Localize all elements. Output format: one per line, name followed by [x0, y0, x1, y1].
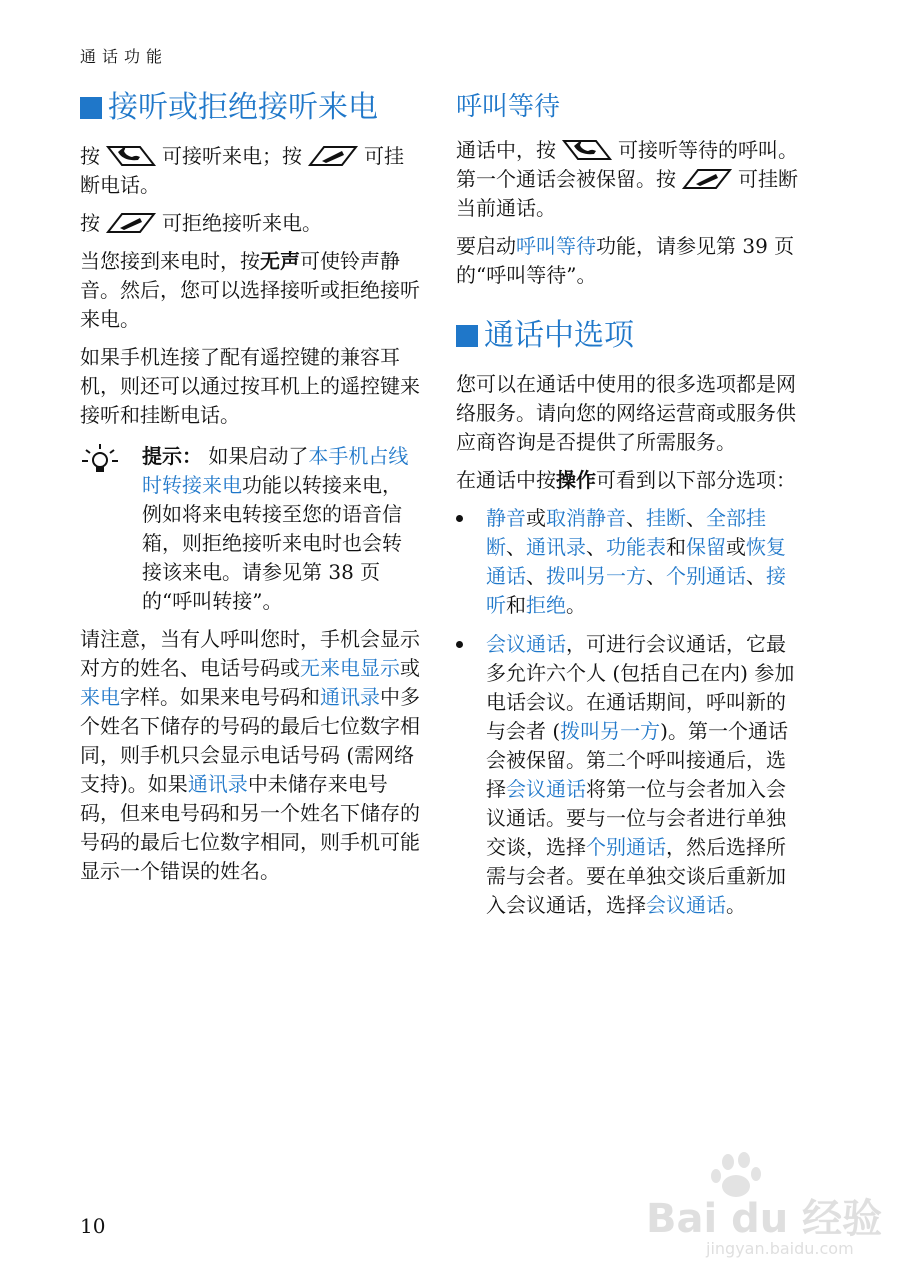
right-column [456, 88, 802, 930]
link-end-call[interactable]: 挂断 [646, 506, 686, 530]
paragraph-reject [80, 209, 420, 238]
text: 、 [506, 535, 526, 559]
text: 、 [526, 564, 546, 588]
tip-block [80, 442, 420, 616]
text: 、 [686, 506, 706, 530]
paragraph-network-services: 您可以在通话中使用的很多选项都是网络服务。请向您的网络运营商或服务供应商咨询是否提供了所需服务。 [456, 372, 796, 454]
text: 可拒绝接听来电。 [162, 211, 322, 235]
text: 可接听来电；按 [162, 144, 302, 168]
link-hold[interactable]: 保留 [686, 535, 726, 559]
text: 、 [646, 564, 666, 588]
text: ，然后选择所需与会者。要在单独交谈后重新加入会议通话，选择 [486, 835, 786, 917]
link-new-call[interactable]: 拨叫另一方 [546, 564, 646, 588]
watermark-url: jingyan.baidu.com [706, 1239, 854, 1258]
paragraph-options-intro [456, 466, 802, 495]
link-private-call[interactable]: 个别通话 [586, 835, 666, 859]
text: 将第一位与会者加入会议通话。要与一位与会者进行单独交谈，选择 [486, 777, 786, 859]
silence-keyword: 无声 [260, 249, 300, 273]
text: 功能，请参见第 39 页的“呼叫等待”。 [456, 234, 795, 287]
link-new-call[interactable]: 拨叫另一方 [560, 719, 661, 743]
text: 要启动 [456, 234, 516, 258]
tip-text [142, 442, 420, 616]
running-header: 通话功能 [80, 47, 169, 66]
section-title-text: 通话中选项 [484, 318, 634, 353]
paragraph-call-waiting [456, 136, 802, 223]
section-title-text: 接听或拒绝接听来电 [108, 90, 378, 125]
end-key-icon [106, 210, 156, 236]
text: 请注意，当有人呼叫您时，手机会显示对方的姓名、电话号码或 [80, 627, 420, 680]
baidu-jingyan-watermark [636, 1150, 883, 1260]
paragraph-headset: 如果手机连接了配有遥控键的兼容耳机，则还可以通过按耳机上的遥控键来接听和挂断电话。 [80, 345, 420, 427]
bullet-icon [456, 515, 463, 522]
options-keyword: 操作 [556, 468, 596, 492]
link-resume[interactable]: 恢复通话 [486, 535, 786, 588]
link-call-forwarding-busy[interactable]: 本手机占线时转接来电 [142, 444, 409, 497]
paw-icon [711, 1152, 761, 1197]
link-conference[interactable]: 会议通话 [506, 777, 586, 801]
link-contacts[interactable]: 通讯录 [320, 685, 380, 709]
text: 和 [506, 593, 526, 617]
text: 或 [726, 535, 746, 559]
text: 、 [746, 564, 766, 588]
watermark-brand: Bai du 经验 [646, 1196, 883, 1242]
paragraph-silence [80, 247, 420, 334]
text: 可看到以下部分选项： [596, 468, 796, 492]
text: 中未储存来电号码，但来电号码和另一个姓名下储存的号码的最后七位数字相同，则手机可能显示一个错误的姓名。 [80, 772, 420, 883]
text: 、 [626, 506, 646, 530]
text: 可接听等待的呼叫。第一个通话会被保留。按 [456, 138, 798, 191]
link-reject[interactable]: 拒绝 [526, 593, 566, 617]
options-list [456, 504, 802, 920]
tip-label: 提示： [142, 444, 202, 468]
link-menu[interactable]: 功能表 [606, 535, 666, 559]
link-conference[interactable]: 会议通话 [646, 893, 726, 917]
text: 当您接到来电时，按 [80, 249, 260, 273]
text: ，可进行会议通话，它最多允许六个人 (包括自己在内) 参加电话会议。在通话期间，呼叫新的与会者 ( [486, 632, 795, 743]
paragraph-caller-id [80, 625, 420, 886]
text: 。 [566, 593, 586, 617]
text: 中多个姓名下储存的号码的最后七位数字相同，则手机只会显示电话号码 (需网络支持)。如果 [80, 685, 420, 796]
lightbulb-icon [80, 442, 120, 482]
paragraph-answer-end [80, 142, 420, 200]
text: 可挂断当前通话。 [456, 167, 798, 220]
section-title-answer-reject [80, 88, 420, 128]
blue-square-icon [80, 97, 102, 119]
link-mute[interactable]: 静音 [486, 506, 526, 530]
link-contacts[interactable]: 通讯录 [187, 772, 248, 796]
text: 字样。如果来电号码和 [120, 685, 320, 709]
call-key-icon [562, 137, 612, 163]
blue-square-icon [456, 325, 478, 347]
paragraph-activate-waiting [456, 232, 802, 290]
page-number: 10 [80, 1214, 106, 1238]
link-contacts[interactable]: 通讯录 [526, 535, 586, 559]
text: 按 [80, 211, 100, 235]
text: )。第一个通话会被保留。第二个呼叫接通后，选择 [486, 719, 788, 801]
text: 。 [726, 893, 746, 917]
list-item [456, 504, 802, 620]
text: 按 [80, 144, 100, 168]
text: 可挂断电话。 [80, 144, 404, 197]
end-key-icon [308, 143, 358, 169]
link-unmute[interactable]: 取消静音 [546, 506, 626, 530]
text: 如果启动了 [208, 444, 309, 468]
text: 、 [586, 535, 606, 559]
section-title-call-waiting: 呼叫等待 [456, 92, 561, 122]
text: 和 [666, 535, 686, 559]
left-column [80, 88, 420, 895]
end-key-icon [682, 166, 732, 192]
link-incoming-call[interactable]: 来电 [80, 685, 120, 709]
link-end-all-calls[interactable]: 全部挂断 [486, 506, 766, 559]
link-no-caller-id[interactable]: 无来电显示 [300, 656, 400, 680]
link-call-waiting[interactable]: 呼叫等待 [516, 234, 596, 258]
link-private-call[interactable]: 个别通话 [666, 564, 746, 588]
link-answer[interactable]: 接听 [486, 564, 786, 617]
text: 可使铃声静音。然后，您可以选择接听或拒绝接听来电。 [80, 249, 420, 331]
text: 在通话中按 [456, 468, 556, 492]
text: 或 [526, 506, 546, 530]
call-key-icon [106, 143, 156, 169]
list-item [456, 630, 802, 920]
section-title-in-call-options [456, 316, 802, 356]
link-conference[interactable]: 会议通话 [486, 632, 566, 656]
text: 功能以转接来电，例如将来电转接至您的语音信箱，则拒绝接听来电时也会转接该来电。请参见第 38 页的“呼叫转接”。 [142, 473, 402, 613]
text: 通话中，按 [456, 138, 556, 162]
text: 或 [400, 656, 420, 680]
bullet-icon [456, 641, 463, 648]
